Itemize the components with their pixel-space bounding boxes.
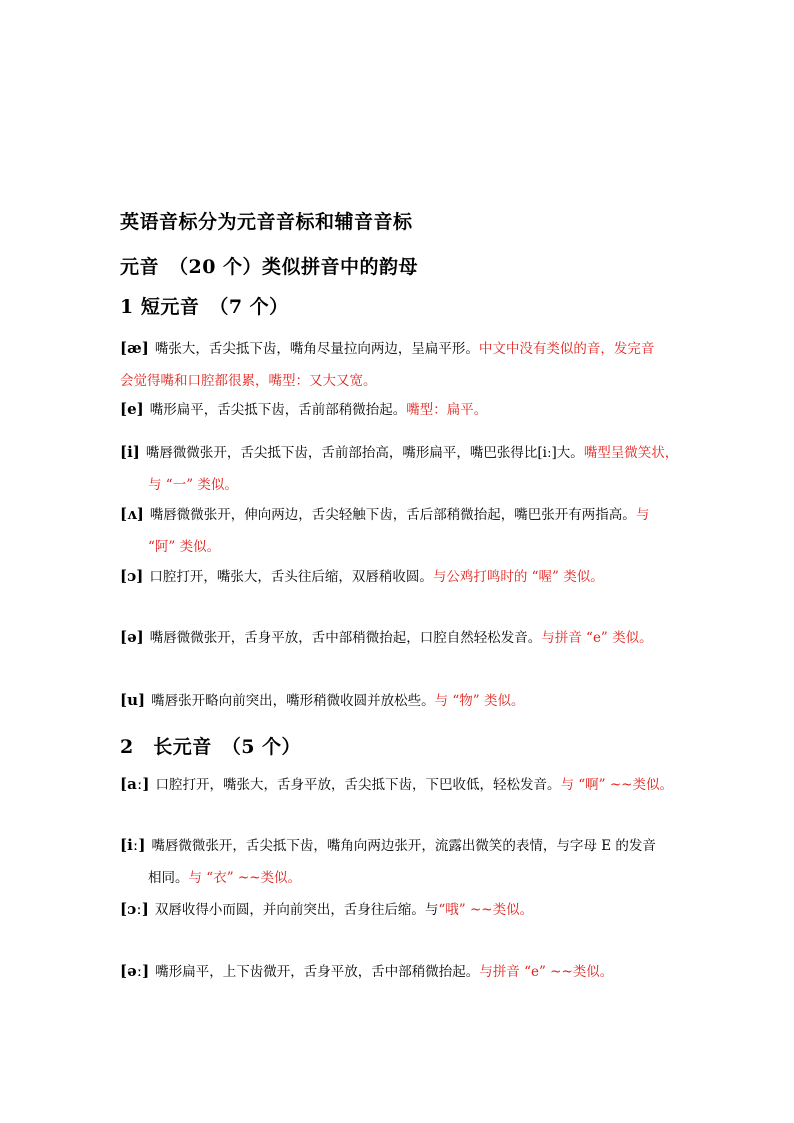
entry-u bbox=[120, 684, 680, 717]
entry-text: 嘴唇微微张开，舌尖抵下齿，舌前部抬高，嘴形扁平，嘴巴张得比[iː]大。 bbox=[145, 445, 584, 461]
entry-note: “哦” ~~类似。 bbox=[438, 902, 534, 918]
heading-short-vowels: 1 短元音 （7 个） bbox=[120, 296, 289, 318]
phonetic-symbol: [u] bbox=[120, 691, 146, 709]
heading-long-vowels: 2 长元音 （5 个） bbox=[120, 736, 302, 758]
entry-text: 嘴唇微微张开，舌尖抵下齿，嘴角向两边张开，流露出微笑的表情，与字母 E 的发音 bbox=[151, 838, 656, 854]
entry-text: 嘴唇微微张开，伸向两边，舌尖轻触下齿，舌后部稍微抬起，嘴巴张开有两指高。 bbox=[149, 507, 636, 523]
entry-schwa bbox=[120, 621, 680, 654]
entry-i-long bbox=[120, 829, 680, 894]
entry-text-tail: 相同。 bbox=[148, 870, 189, 886]
entry-note: 与拼音 “e” 类似。 bbox=[541, 630, 653, 646]
entry-note: 中文中没有类似的音，发完音 bbox=[478, 341, 655, 357]
entry-text: 口腔打开，嘴张大，舌身平放，舌尖抵下齿，下巴收低，轻松发音。 bbox=[155, 777, 561, 793]
entry-note: 与公鸡打鸣时的 “喔” 类似。 bbox=[432, 569, 604, 585]
entry-text: 双唇收得小而圆，并向前突出，舌身往后缩。与 bbox=[154, 902, 439, 918]
entry-note: 与 “啊” ~~类似。 bbox=[560, 777, 673, 793]
entry-note: 与 “物” 类似。 bbox=[434, 693, 525, 709]
phonetic-symbol: [aː] bbox=[120, 775, 150, 793]
entry-text: 嘴形扁平，上下齿微开，舌身平放，舌中部稍微抬起。 bbox=[155, 964, 480, 980]
entry-note: 与拼音 “e” ~~类似。 bbox=[479, 964, 614, 980]
entry-wedge bbox=[120, 498, 680, 563]
entry-note: 与 “衣” ~~类似。 bbox=[188, 870, 302, 886]
phonetic-symbol: [e] bbox=[120, 400, 144, 418]
entry-a-long bbox=[120, 768, 680, 801]
phonetic-symbol: [ʌ] bbox=[120, 505, 144, 523]
phonetic-symbol: [i] bbox=[120, 443, 140, 461]
entry-text: 嘴唇微微张开，舌身平放，舌中部稍微抬起，口腔自然轻松发音。 bbox=[149, 630, 542, 646]
heading-title: 英语音标分为元音音标和辅音音标 bbox=[120, 211, 413, 233]
entry-ae bbox=[120, 332, 680, 397]
phonetic-symbol: [əː] bbox=[120, 962, 150, 980]
phonetic-symbol: [ə] bbox=[120, 628, 144, 646]
entry-text: 口腔打开，嘴张大，舌头往后缩，双唇稍收圆。 bbox=[149, 569, 433, 585]
entry-i bbox=[120, 436, 680, 501]
entry-schwa-long bbox=[120, 955, 680, 988]
phonetic-symbol: [iː] bbox=[120, 836, 146, 854]
phonetic-symbol: [ɔ] bbox=[120, 567, 144, 585]
entry-note: 与 bbox=[635, 507, 650, 523]
phonetic-symbol: [ɔː] bbox=[120, 900, 149, 918]
entry-note: 嘴型呈微笑状， bbox=[583, 445, 679, 461]
entry-open-o-long bbox=[120, 893, 680, 926]
entry-note-cont: 会觉得嘴和口腔都很累，嘴型：又大又宽。 bbox=[120, 373, 377, 389]
entry-note-cont: “阿” 类似。 bbox=[148, 539, 221, 555]
entry-text-cont bbox=[120, 862, 680, 894]
entry-e bbox=[120, 393, 680, 426]
entry-note-cont: 与 “一” 类似。 bbox=[148, 477, 238, 493]
heading-vowels: 元音 （20 个）类似拼音中的韵母 bbox=[120, 256, 419, 278]
entry-open-o bbox=[120, 560, 680, 593]
entry-text: 嘴张大，舌尖抵下齿，嘴角尽量拉向两边，呈扁平形。 bbox=[154, 341, 479, 357]
entry-text: 嘴形扁平，舌尖抵下齿，舌前部稍微抬起。 bbox=[149, 402, 407, 418]
phonetic-symbol: [æ] bbox=[120, 339, 149, 357]
entry-text: 嘴唇张开略向前突出，嘴形稍微收圆并放松些。 bbox=[151, 693, 435, 709]
entry-note: 嘴型：扁平。 bbox=[406, 402, 488, 418]
